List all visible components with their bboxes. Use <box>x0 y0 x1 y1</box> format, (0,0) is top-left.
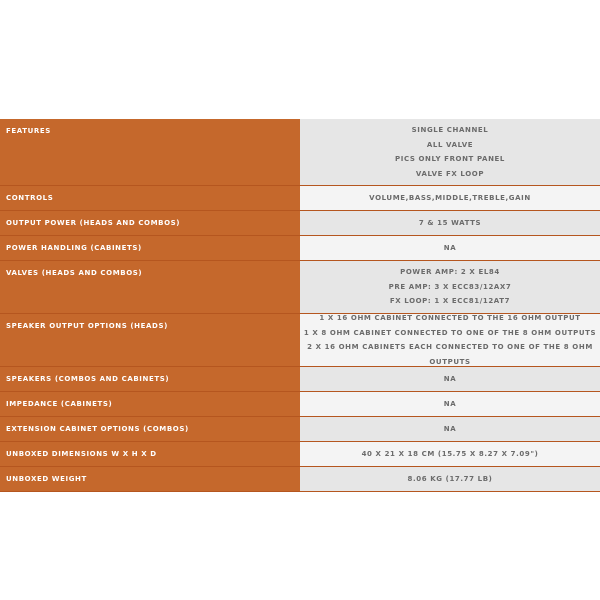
spec-label: UNBOXED WEIGHT <box>0 467 300 491</box>
spec-row-speakers <box>0 367 600 392</box>
spec-row-extension-cabinet <box>0 417 600 442</box>
spec-value-line: PICS ONLY FRONT PANEL <box>395 155 505 163</box>
spec-label: POWER HANDLING (CABINETS) <box>0 236 300 260</box>
spec-value-line: 40 X 21 X 18 CM (15.75 X 8.27 X 7.09") <box>361 449 539 458</box>
spec-value <box>300 211 600 235</box>
spec-row-features <box>0 119 600 186</box>
spec-label: FEATURES <box>0 119 300 185</box>
spec-label: EXTENSION CABINET OPTIONS (COMBOS) <box>0 417 300 441</box>
spec-label: VALVES (HEADS AND COMBOS) <box>0 261 300 313</box>
spec-value <box>300 261 600 313</box>
spec-value <box>300 417 600 441</box>
spec-label: SPEAKERS (COMBOS AND CABINETS) <box>0 367 300 391</box>
spec-row-impedance <box>0 392 600 417</box>
spec-value <box>300 314 600 366</box>
spec-row-controls <box>0 186 600 211</box>
spec-value-line: 2 X 16 OHM CABINETS EACH CONNECTED TO ONE OF THE 8 OHM OUTPUTS <box>307 343 593 366</box>
spec-value-line: VOLUME,BASS,MIDDLE,TREBLE,GAIN <box>369 193 531 202</box>
spec-row-valves <box>0 261 600 314</box>
spec-value-line: PRE AMP: 3 X ECC83/12AX7 <box>388 282 512 291</box>
spec-label: SPEAKER OUTPUT OPTIONS (HEADS) <box>0 314 300 366</box>
spec-value <box>300 236 600 260</box>
spec-label: UNBOXED DIMENSIONS W X H X D <box>0 442 300 466</box>
spec-value-line: 1 X 8 OHM CABINET CONNECTED TO ONE OF THE 8 OHM OUTPUTS <box>303 328 597 337</box>
spec-value-line: FX LOOP: 1 X ECC81/12AT7 <box>389 297 511 306</box>
spec-row-dimensions <box>0 442 600 467</box>
spec-value-line: 7 & 15 WATTS <box>418 218 482 227</box>
spec-value-line: POWER AMP: 2 X EL84 <box>400 268 500 277</box>
spec-value <box>300 392 600 416</box>
spec-label: OUTPUT POWER (HEADS AND COMBOS) <box>0 211 300 235</box>
spec-value <box>300 119 600 185</box>
spec-value-line: VALVE FX LOOP <box>415 169 485 178</box>
spec-table <box>0 119 600 492</box>
spec-value-line: 8.06 KG (17.77 LB) <box>407 474 493 483</box>
spec-value-line: SINGLE CHANNEL <box>411 126 489 134</box>
spec-value <box>300 467 600 491</box>
spec-value <box>300 186 600 210</box>
spec-value-line: NA <box>443 243 457 252</box>
spec-row-speaker-output <box>0 314 600 367</box>
spec-label: IMPEDANCE (CABINETS) <box>0 392 300 416</box>
spec-label: CONTROLS <box>0 186 300 210</box>
spec-value-line: NA <box>443 374 457 383</box>
spec-value-line: NA <box>443 399 457 408</box>
spec-value <box>300 442 600 466</box>
spec-value-line: 1 X 16 OHM CABINET CONNECTED TO THE 16 OHM OUTPUT <box>319 314 581 322</box>
spec-value <box>300 367 600 391</box>
spec-row-weight <box>0 467 600 492</box>
spec-row-output-power <box>0 211 600 236</box>
spec-row-power-handling <box>0 236 600 261</box>
spec-value-line: ALL VALVE <box>426 140 474 149</box>
spec-value-line: NA <box>443 424 457 433</box>
